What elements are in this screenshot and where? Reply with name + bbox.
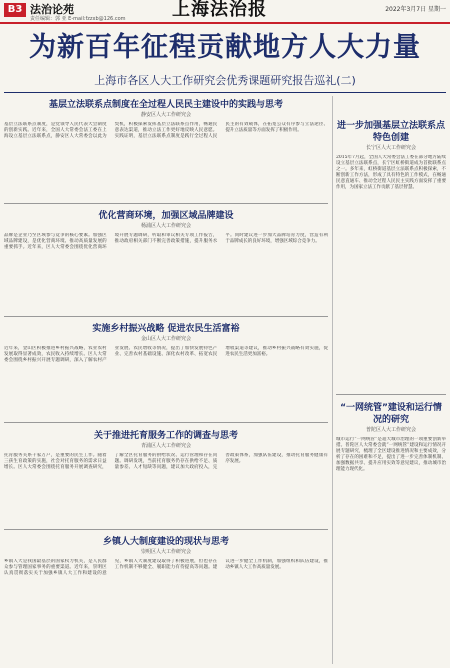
page-headline: 为新百年征程贡献地方人大力量 <box>29 32 421 63</box>
article-childcare-services <box>4 430 328 529</box>
article-body: 近年来，金山区积极推进乡村振兴战略，农业农村发展取得显著成效，农民收入持续增长。区人大常委会围绕乡村振兴开展专题调研，深入了解农村产业发展、农民增收等情况，提出了加快发展特色产业、完善农村基础设施、深化农村改革、拓宽农民增收渠道等建议，推动乡村振兴战略有效实施，促进农民生活更加富裕。 <box>4 346 328 363</box>
article-title: 优化营商环境，加强区域品牌建设 <box>98 211 234 221</box>
article-author: 普陀区人大工作研究会 <box>365 427 416 433</box>
article-author: 长宁区人大工作研究会 <box>365 145 416 151</box>
masthead <box>0 0 450 22</box>
publication-date: 2022年3月7日 星期一 <box>385 6 446 13</box>
sidebar-article-unified-management <box>336 402 446 659</box>
article-body: 品牌是企业乃至区域参与竞争的核心要素。加强区域品牌建设，是优化营商环境、推动高质量发展的重要抓手。近年来，区人大常委会围绕优化营商环境开展专题调研，听取和审议相关专项工作报告，推动政府相关部门不断完善政策措施，提升服务水平。同时建议进一步加大品牌培育力度，营造有利于品牌成长的良好环境，增强区域综合竞争力。 <box>4 233 328 250</box>
article-divider <box>4 529 328 530</box>
masthead-rule <box>0 22 450 24</box>
header-rule <box>4 92 446 93</box>
article-title: 关于推进托育服务工作的调查与思考 <box>93 431 238 441</box>
sidebar-divider <box>336 394 446 395</box>
article-author: 杨浦区人大工作研究会 <box>140 223 191 229</box>
article-legislative-contact-points <box>4 99 328 186</box>
page-number: B3 <box>4 3 26 17</box>
article-title: “一网统管”建设和运行情况的研究 <box>340 403 442 425</box>
article-body: 托育服务关系千家万户，是重要的民生工作。随着三孩生育政策的实施，社会对托育服务的需求日益增长。区人大常委会围绕托育服务开展调查研究，了解全区托育服务的供给状况、运行管理和存在问题。调研发现，当前托育服务仍存在供给不足、质量参差、人才短缺等问题，建议加大政府投入，完善政策体系，加强队伍建设，推动托育服务健康有序发展。 <box>4 453 328 470</box>
article-title: 乡镇人大制度建设的现状与思考 <box>102 537 229 547</box>
article-title: 实施乡村振兴战略 促进农民生活富裕 <box>92 324 240 334</box>
article-author: 崇明区人大工作研究会 <box>140 549 191 555</box>
newspaper-logo: 上海法治报 <box>172 0 267 20</box>
article-author: 静安区人大工作研究会 <box>140 112 191 118</box>
article-township-congress <box>4 536 328 659</box>
column-divider <box>332 96 333 664</box>
page-subheadline: 上海市各区人大工作研究会优秀课题研究报告巡礼(二) <box>94 74 356 87</box>
article-body: 2015年7月起，全国人大常委会法工委在部分地方陆续设立基层立法联系点，长宁区虹桥街道成为首批联系点之一。多年来，虹桥街道基层立法联系点积极探索，不断创新工作方法，形成了具有特色的工作模式，在畅通民意直通车、推动全过程人民民主实践方面发挥了重要作用，为国家立法工作贡献了基层智慧。 <box>336 155 446 190</box>
article-rural-revitalization <box>4 323 328 422</box>
article-body: 基层立法联系点制度，是党领导人民代表大会制度的创新实践。近年来，全国人大常委会法工委在上海设立基层立法联系点，静安区人大常委会以此为契机，积极探索发挥基层立法联系点作用，畅通民意表达渠道，推动立法工作更好地反映人民意愿。实践证明，基层立法联系点制度是践行全过程人民民主的有效载体，在拓宽公众有序参与立法途径、提升立法质量等方面发挥了积极作用。 <box>4 122 328 139</box>
article-divider <box>4 203 328 204</box>
sidebar-article-contact-point-features <box>336 120 446 373</box>
article-divider <box>4 422 328 423</box>
article-divider <box>4 316 328 317</box>
article-title: 基层立法联系点制度在全过程人民民主建设中的实践与思考 <box>48 100 283 110</box>
article-business-environment <box>4 210 328 315</box>
article-title: 进一步加强基层立法联系点特色创建 <box>336 121 445 143</box>
article-body: 城市运行“一网统管”是超大城市治理的一项重要创新举措。普陀区人大常委会就“一网统管”建设和运行情况开展专题研究，梳理了全区建设推进情况和主要成效，分析了存在的困难和不足，提出了进一步完善体制机制、加强数据共享、提升应用实效等意见建议，推动城市治理能力现代化。 <box>336 437 446 472</box>
article-author: 青浦区人大工作研究会 <box>140 443 191 449</box>
article-author: 金山区人大工作研究会 <box>140 336 191 342</box>
article-body: 乡镇人大是我国最基层的国家权力机关，是人民群众参与管理国家事务的重要渠道。近年来，崇明区认真贯彻落实关于加强乡镇人大工作和建设的意见，乡镇人大制度建设取得了积极进展，但也存在工作机制不够健全、履职能力有待提高等问题。建议进一步健全工作机制，加强组织和队伍建设，推动乡镇人大工作高质量发展。 <box>4 559 328 576</box>
section-name: 法治论苑 <box>30 3 74 16</box>
edition-line: 责任编辑：郭 亚 E-mail:fzzxb@126.com <box>30 16 126 22</box>
